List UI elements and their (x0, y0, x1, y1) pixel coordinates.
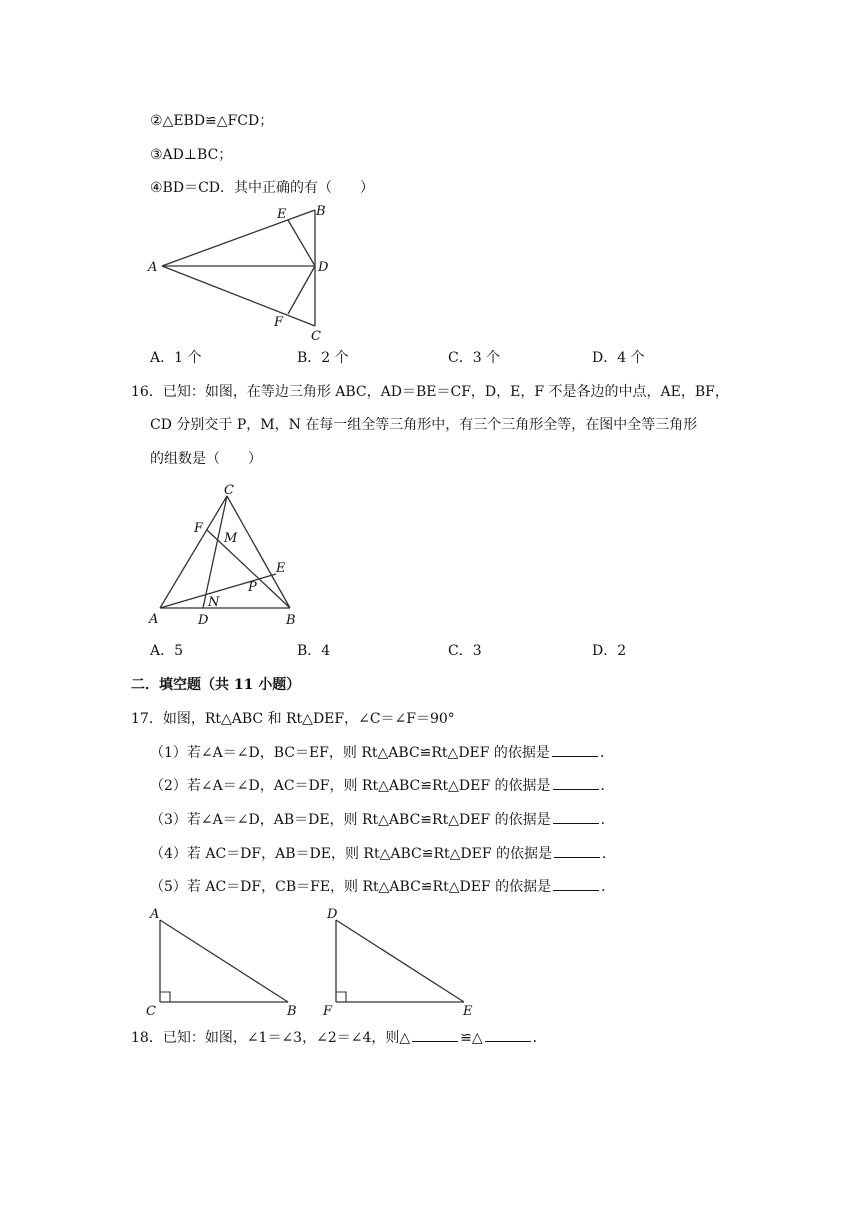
q16-figure (140, 478, 320, 628)
q17-item-1-end: ． (599, 745, 614, 761)
q15-label-C: C (311, 329, 321, 344)
q15-choice-a: A．1 个 (150, 350, 202, 366)
q16-label-N: N (208, 595, 220, 610)
q16-label-C: C (224, 483, 234, 498)
q15-edge-ED (288, 220, 315, 266)
q17-item-2-end: ． (600, 778, 615, 794)
q15-edge-AB (162, 210, 315, 266)
q15-edge-AC (162, 266, 315, 326)
q17-item-5 (150, 876, 615, 897)
q16-choice-c: C．3 (448, 643, 482, 659)
q16-label-P: P (248, 580, 257, 595)
section-title-fill-in: 二．填空题（共 11 小题） (131, 677, 301, 693)
q17-label-E: E (463, 1004, 473, 1019)
q17-item-1-text: （1）若∠A＝∠D，BC＝EF，则 Rt△ABC≌Rt△DEF 的依据是 (150, 745, 550, 761)
q17-label-D: D (327, 907, 338, 922)
q17-figure-abc (140, 904, 315, 1019)
q15-statement-2: ②△EBD≌△FCD； (150, 113, 274, 129)
q18-text-end: ． (532, 1030, 547, 1046)
q16-label-B: B (286, 613, 296, 628)
q17-label-B: B (287, 1004, 297, 1019)
q15-choice-b: B．2 个 (297, 350, 349, 366)
q17-item-2-blank[interactable] (553, 775, 599, 790)
q15-label-F: F (274, 315, 284, 330)
q17-item-1-blank[interactable] (552, 742, 598, 757)
q16-choice-d: D．2 (592, 643, 627, 659)
q15-figure (140, 200, 360, 345)
q17-item-3-blank[interactable] (553, 809, 599, 824)
q17-item-3-text: （3）若∠A＝∠D，AB＝DE，则 Rt△ABC≌Rt△DEF 的依据是 (150, 812, 551, 828)
q18-blank-2[interactable] (485, 1027, 531, 1042)
q17-item-3-end: ． (600, 812, 615, 828)
q16-label-D: D (198, 613, 209, 628)
q17-item-4 (150, 843, 616, 864)
q18-blank-1[interactable] (412, 1027, 458, 1042)
q17-item-5-text: （5）若 AC＝DF，CB＝FE，则 Rt△ABC≌Rt△DEF 的依据是 (150, 879, 552, 895)
q17-label-C: C (146, 1004, 156, 1019)
q15-statement-4: ④BD＝CD．其中正确的有（ ） (150, 180, 374, 196)
q17-item-5-blank[interactable] (553, 876, 599, 891)
q17-right-angle-c (160, 992, 170, 1002)
q17-item-4-blank[interactable] (554, 843, 600, 858)
q17-label-F: F (323, 1004, 333, 1019)
q17-figure-def (318, 904, 493, 1019)
q16-line-1: 16．已知：如图，在等边三角形 ABC，AD＝BE＝CF，D，E，F 不是各边的中点，AE，BF， (131, 384, 729, 400)
q15-choice-d: D．4 个 (592, 350, 645, 366)
q16-segment-CD (203, 496, 227, 608)
q17-edge-DE (336, 920, 464, 1002)
q16-label-E: E (276, 561, 286, 576)
q15-choice-c: C．3 个 (448, 350, 501, 366)
q17-label-A: A (150, 907, 160, 922)
q15-label-A: A (148, 260, 158, 275)
q16-edge-BC (227, 496, 290, 608)
q17-item-1 (150, 742, 614, 763)
q16-choice-b: B．4 (297, 643, 331, 659)
q17-item-2-text: （2）若∠A＝∠D，AC＝DF，则 Rt△ABC≌Rt△DEF 的依据是 (150, 778, 551, 794)
q18-text (131, 1027, 547, 1048)
q17-stem: 17．如图，Rt△ABC 和 Rt△DEF，∠C＝∠F＝90° (131, 711, 455, 727)
q16-line-2: CD 分别交于 P，M，N 在每一组全等三角形中，有三个三角形全等，在图中全等三角形 (150, 417, 698, 433)
q18-text-mid: ≌△ (460, 1030, 483, 1046)
q15-label-D: D (318, 260, 329, 275)
q17-item-3 (150, 809, 615, 830)
q16-choice-a: A．5 (150, 643, 184, 659)
q17-item-4-end: ． (602, 846, 616, 862)
q15-label-E: E (277, 207, 287, 222)
q16-label-M: M (224, 531, 238, 546)
q18-text-start: 18．已知：如图，∠1＝∠3，∠2＝∠4，则△ (131, 1030, 411, 1046)
q17-edge-AB (160, 920, 288, 1002)
q17-item-5-end: ． (601, 879, 616, 895)
q17-item-4-text: （4）若 AC＝DF，AB＝DE，则 Rt△ABC≌Rt△DEF 的依据是 (150, 846, 552, 862)
q15-label-B: B (316, 204, 326, 219)
q15-statement-3: ③AD⊥BC； (150, 147, 233, 163)
q16-label-F: F (194, 521, 204, 536)
q16-label-A: A (149, 612, 159, 627)
q17-right-angle-f (336, 992, 346, 1002)
q15-edge-FD (288, 266, 315, 314)
q16-line-3: 的组数是（ ） (150, 451, 262, 467)
q17-item-2 (150, 775, 615, 796)
